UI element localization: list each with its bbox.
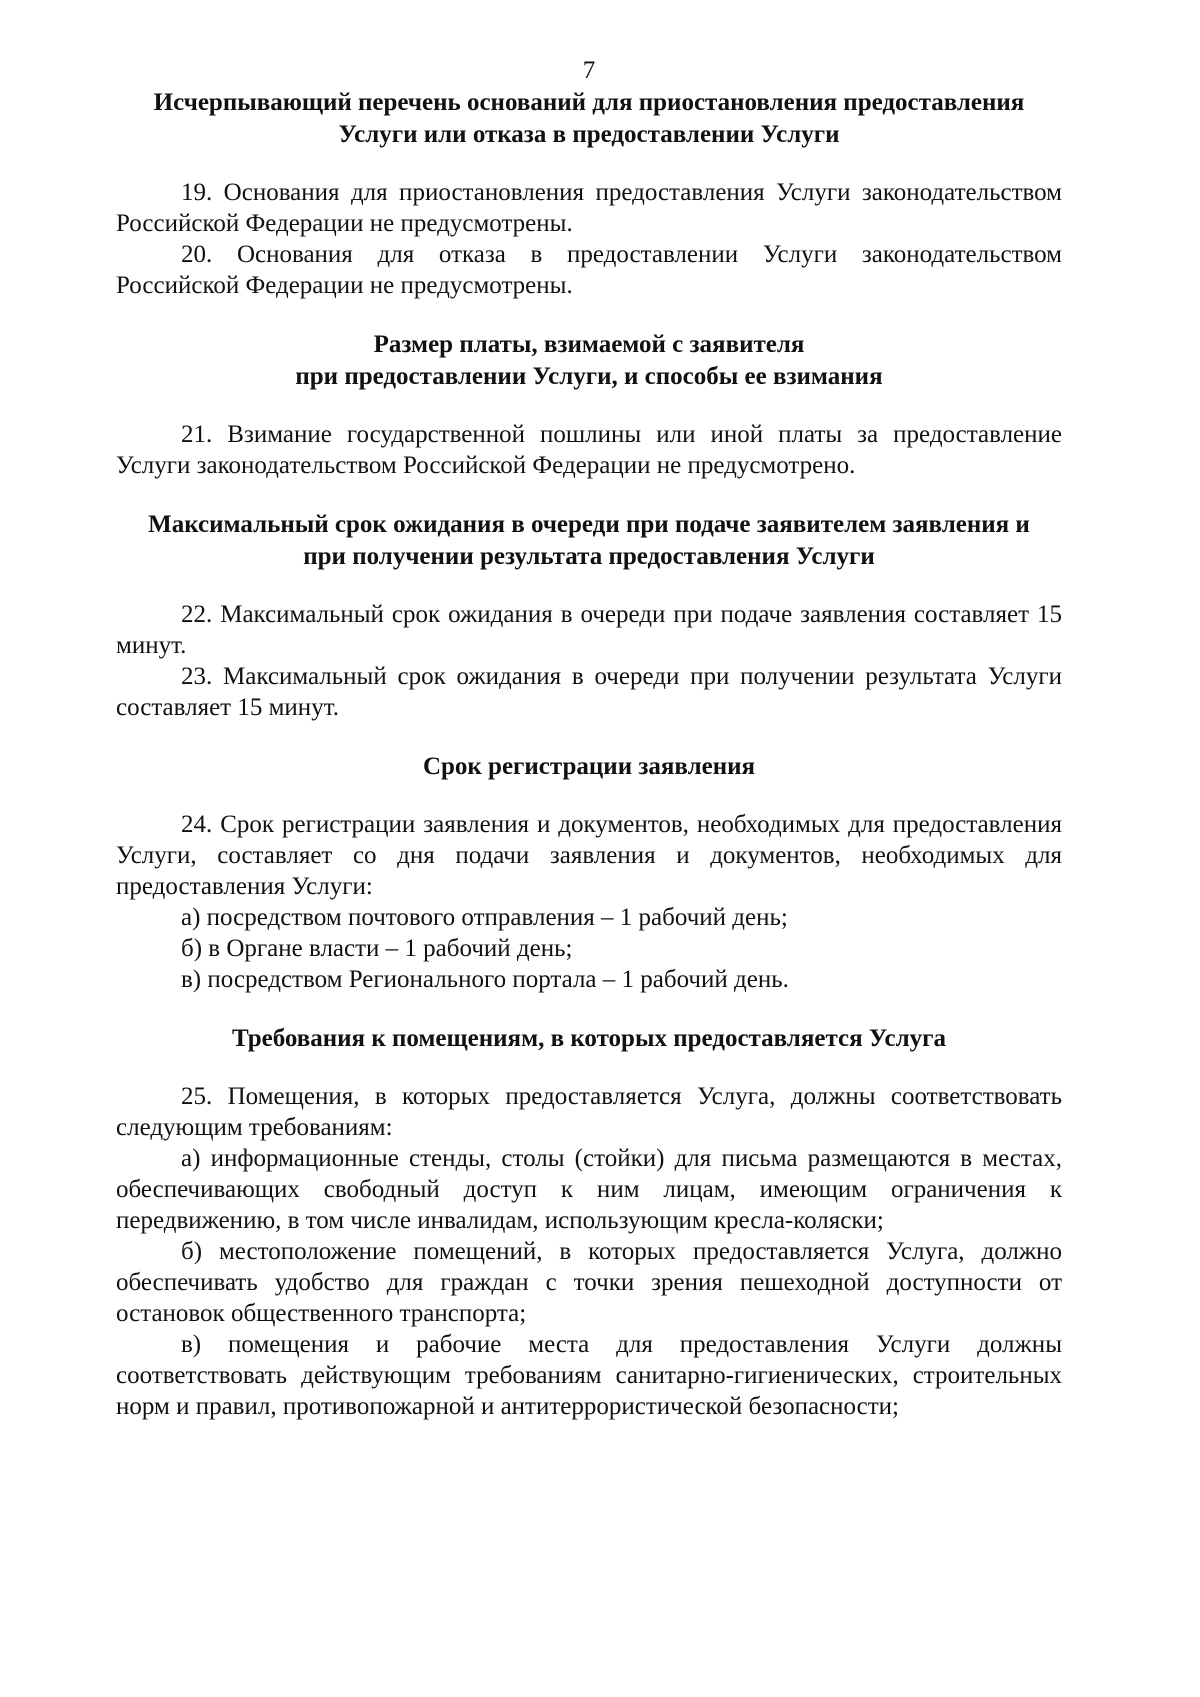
section-heading — [116, 87, 1062, 151]
paragraph-24: 24. Срок регистрации заявления и документов, необходимых для предоставления Услуги, составляет со дня подачи заявления и документов, необходимых для предоставления Услуги: — [116, 811, 1062, 900]
list-item-v: в) посредством Регионального портала – 1 рабочий день. — [181, 966, 789, 993]
list-item-b: б) местоположение помещений, в которых предоставляется Услуга, должно обеспечивать удобство для граждан с точки зрения пешеходной доступности от остановок общественного транспорта; — [116, 1238, 1062, 1327]
section-heading — [116, 509, 1062, 573]
page-number: 7 — [582, 57, 596, 84]
list-item-b: б) в Органе власти – 1 рабочий день; — [181, 935, 573, 962]
list-item-a: а) посредством почтового отправления – 1 рабочий день; — [181, 904, 788, 931]
heading-line: Размер платы, взимаемой с заявителя — [373, 331, 805, 358]
heading-line: при получении результата предоставления Услуги — [303, 543, 875, 570]
list-item-v: в) помещения и рабочие места для предоставления Услуги должны соответствовать действующим требованиям санитарно-гигиенических, строительных норм и правил, противопожарной и антитеррористической безопасности; — [116, 1331, 1062, 1420]
section-heading — [116, 751, 1062, 783]
heading-line: Исчерпывающий перечень оснований для приостановления предоставления — [153, 89, 1025, 116]
paragraph-21: 21. Взимание государственной пошлины или иной платы за предоставление Услуги законодательством Российской Федерации не предусмотрено. — [116, 421, 1062, 479]
section-queue-time — [116, 509, 1062, 723]
paragraph-19: 19. Основания для приостановления предоставления Услуги законодательством Российской Федерации не предусмотрены. — [116, 179, 1062, 237]
heading-line: Требования к помещениям, в которых предоставляется Услуга — [231, 1025, 947, 1052]
heading-line: Максимальный срок ожидания в очереди при подаче заявителем заявления и — [148, 511, 1030, 538]
list-item-a: а) информационные стенды, столы (стойки) для письма размещаются в местах, обеспечивающих свободный доступ к ним лицам, имеющим ограничения к передвижению, в том числе инвалидам, использующим кресла-коляски; — [116, 1145, 1062, 1234]
paragraph-22: 22. Максимальный срок ожидания в очереди при подаче заявления составляет 15 минут. — [116, 601, 1062, 659]
paragraph-20: 20. Основания для отказа в предоставлении Услуги законодательством Российской Федерации не предусмотрены. — [116, 241, 1062, 299]
heading-line: Срок регистрации заявления — [422, 753, 756, 780]
section-registration-time — [116, 751, 1062, 995]
section-heading — [116, 1023, 1062, 1055]
paragraph-23: 23. Максимальный срок ожидания в очереди при получении результата Услуги составляет 15 минут. — [116, 663, 1062, 721]
section-heading — [116, 329, 1062, 393]
section-premises-requirements — [116, 1023, 1062, 1422]
section-suspension-grounds — [116, 87, 1062, 301]
paragraph-25: 25. Помещения, в которых предоставляется Услуга, должны соответствовать следующим требованиям: — [116, 1083, 1062, 1141]
heading-line: Услуги или отказа в предоставлении Услуги — [338, 121, 840, 148]
section-fee — [116, 329, 1062, 481]
heading-line: при предоставлении Услуги, и способы ее взимания — [295, 363, 883, 390]
document-page — [116, 54, 1062, 1422]
